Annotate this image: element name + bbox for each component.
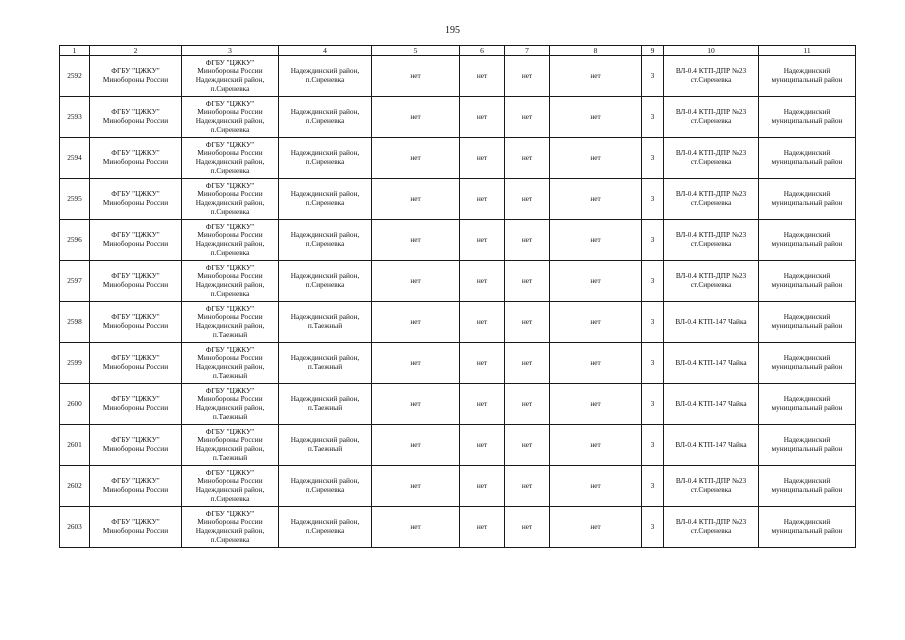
row-number-cell: 2601: [60, 425, 90, 466]
row-number-cell: 2593: [60, 97, 90, 138]
district-cell: Надеждинский муниципальный район: [759, 466, 856, 507]
owner-cell: ФГБУ "ЦЖКУ" Минобороны России Надеждинский район, п.Таежный: [182, 343, 279, 384]
holder-cell: ФГБУ "ЦЖКУ" Минобороны России: [90, 302, 182, 343]
table-row: [60, 261, 856, 302]
page-number: 195: [445, 25, 460, 36]
location-cell: Надеждинский район, п.Таежный: [279, 384, 372, 425]
column-header: 3: [182, 46, 279, 56]
row-number-cell: 2598: [60, 302, 90, 343]
column-5-cell: нет: [372, 179, 460, 220]
location-cell: Надеждинский район, п.Сиреневка: [279, 179, 372, 220]
row-number-cell: 2595: [60, 179, 90, 220]
row-number-cell: 2599: [60, 343, 90, 384]
column-8-cell: нет: [550, 138, 642, 179]
row-number-cell: 2594: [60, 138, 90, 179]
holder-cell: ФГБУ "ЦЖКУ" Минобороны России: [90, 179, 182, 220]
column-9-cell: 3: [642, 138, 664, 179]
district-cell: Надеждинский муниципальный район: [759, 56, 856, 97]
table-row: [60, 384, 856, 425]
owner-cell: ФГБУ "ЦЖКУ" Минобороны России Надеждинский район, п.Сиреневка: [182, 138, 279, 179]
location-cell: Надеждинский район, п.Сиреневка: [279, 220, 372, 261]
column-9-cell: 3: [642, 97, 664, 138]
column-5-cell: нет: [372, 384, 460, 425]
holder-cell: ФГБУ "ЦЖКУ" Минобороны России: [90, 261, 182, 302]
column-header: 9: [642, 46, 664, 56]
holder-cell: ФГБУ "ЦЖКУ" Минобороны России: [90, 425, 182, 466]
location-cell: Надеждинский район, п.Сиреневка: [279, 56, 372, 97]
table-row: [60, 220, 856, 261]
location-cell: Надеждинский район, п.Таежный: [279, 343, 372, 384]
column-5-cell: нет: [372, 507, 460, 548]
column-6-cell: нет: [460, 220, 505, 261]
column-9-cell: 3: [642, 56, 664, 97]
column-header: 7: [505, 46, 550, 56]
power-line-cell: ВЛ-0.4 КТП-ДПР №23 ст.Сиреневка: [664, 138, 759, 179]
location-cell: Надеждинский район, п.Таежный: [279, 302, 372, 343]
owner-cell: ФГБУ "ЦЖКУ" Минобороны России Надеждинский район, п.Сиреневка: [182, 97, 279, 138]
power-line-cell: ВЛ-0.4 КТП-ДПР №23 ст.Сиреневка: [664, 466, 759, 507]
district-cell: Надеждинский муниципальный район: [759, 384, 856, 425]
power-line-cell: ВЛ-0.4 КТП-ДПР №23 ст.Сиреневка: [664, 507, 759, 548]
table-body: [60, 56, 856, 548]
column-5-cell: нет: [372, 466, 460, 507]
column-8-cell: нет: [550, 466, 642, 507]
power-line-cell: ВЛ-0.4 КТП-147 Чайка: [664, 425, 759, 466]
column-8-cell: нет: [550, 261, 642, 302]
column-5-cell: нет: [372, 56, 460, 97]
column-9-cell: 3: [642, 425, 664, 466]
location-cell: Надеждинский район, п.Сиреневка: [279, 138, 372, 179]
column-6-cell: нет: [460, 179, 505, 220]
power-line-cell: ВЛ-0.4 КТП-ДПР №23 ст.Сиреневка: [664, 56, 759, 97]
column-8-cell: нет: [550, 97, 642, 138]
column-6-cell: нет: [460, 138, 505, 179]
owner-cell: ФГБУ "ЦЖКУ" Минобороны России Надеждинский район, п.Таежный: [182, 302, 279, 343]
column-5-cell: нет: [372, 261, 460, 302]
owner-cell: ФГБУ "ЦЖКУ" Минобороны России Надеждинский район, п.Сиреневка: [182, 261, 279, 302]
column-6-cell: нет: [460, 507, 505, 548]
column-9-cell: 3: [642, 179, 664, 220]
district-cell: Надеждинский муниципальный район: [759, 261, 856, 302]
column-9-cell: 3: [642, 384, 664, 425]
power-line-cell: ВЛ-0.4 КТП-147 Чайка: [664, 302, 759, 343]
row-number-cell: 2596: [60, 220, 90, 261]
column-header: 1: [60, 46, 90, 56]
owner-cell: ФГБУ "ЦЖКУ" Минобороны России Надеждинский район, п.Сиреневка: [182, 179, 279, 220]
owner-cell: ФГБУ "ЦЖКУ" Минобороны России Надеждинский район, п.Сиреневка: [182, 507, 279, 548]
table-row: [60, 138, 856, 179]
column-5-cell: нет: [372, 425, 460, 466]
district-cell: Надеждинский муниципальный район: [759, 343, 856, 384]
column-5-cell: нет: [372, 302, 460, 343]
holder-cell: ФГБУ "ЦЖКУ" Минобороны России: [90, 466, 182, 507]
location-cell: Надеждинский район, п.Сиреневка: [279, 97, 372, 138]
district-cell: Надеждинский муниципальный район: [759, 220, 856, 261]
district-cell: Надеждинский муниципальный район: [759, 97, 856, 138]
owner-cell: ФГБУ "ЦЖКУ" Минобороны России Надеждинский район, п.Таежный: [182, 425, 279, 466]
table-row: [60, 425, 856, 466]
location-cell: Надеждинский район, п.Сиреневка: [279, 466, 372, 507]
table-row: [60, 507, 856, 548]
header-row: [60, 46, 856, 56]
power-line-cell: ВЛ-0.4 КТП-147 Чайка: [664, 384, 759, 425]
holder-cell: ФГБУ "ЦЖКУ" Минобороны России: [90, 220, 182, 261]
power-line-cell: ВЛ-0.4 КТП-ДПР №23 ст.Сиреневка: [664, 261, 759, 302]
row-number-cell: 2597: [60, 261, 90, 302]
row-number-cell: 2592: [60, 56, 90, 97]
location-cell: Надеждинский район, п.Сиреневка: [279, 507, 372, 548]
column-5-cell: нет: [372, 220, 460, 261]
district-cell: Надеждинский муниципальный район: [759, 425, 856, 466]
column-7-cell: нет: [505, 425, 550, 466]
power-line-cell: ВЛ-0.4 КТП-147 Чайка: [664, 343, 759, 384]
column-7-cell: нет: [505, 138, 550, 179]
owner-cell: ФГБУ "ЦЖКУ" Минобороны России Надеждинский район, п.Сиреневка: [182, 466, 279, 507]
column-8-cell: нет: [550, 425, 642, 466]
table-row: [60, 302, 856, 343]
column-5-cell: нет: [372, 97, 460, 138]
column-7-cell: нет: [505, 261, 550, 302]
column-7-cell: нет: [505, 466, 550, 507]
column-6-cell: нет: [460, 302, 505, 343]
column-8-cell: нет: [550, 302, 642, 343]
column-header: 10: [664, 46, 759, 56]
column-5-cell: нет: [372, 343, 460, 384]
column-7-cell: нет: [505, 302, 550, 343]
column-header: 6: [460, 46, 505, 56]
table-row: [60, 179, 856, 220]
column-9-cell: 3: [642, 343, 664, 384]
location-cell: Надеждинский район, п.Сиреневка: [279, 261, 372, 302]
column-6-cell: нет: [460, 97, 505, 138]
column-header: 4: [279, 46, 372, 56]
column-header: 11: [759, 46, 856, 56]
district-cell: Надеждинский муниципальный район: [759, 302, 856, 343]
power-line-cell: ВЛ-0.4 КТП-ДПР №23 ст.Сиреневка: [664, 97, 759, 138]
column-7-cell: нет: [505, 97, 550, 138]
table-row: [60, 343, 856, 384]
owner-cell: ФГБУ "ЦЖКУ" Минобороны России Надеждинский район, п.Таежный: [182, 384, 279, 425]
column-6-cell: нет: [460, 56, 505, 97]
holder-cell: ФГБУ "ЦЖКУ" Минобороны России: [90, 507, 182, 548]
power-line-cell: ВЛ-0.4 КТП-ДПР №23 ст.Сиреневка: [664, 179, 759, 220]
holder-cell: ФГБУ "ЦЖКУ" Минобороны России: [90, 97, 182, 138]
column-8-cell: нет: [550, 220, 642, 261]
column-header: 2: [90, 46, 182, 56]
column-8-cell: нет: [550, 507, 642, 548]
table-row: [60, 56, 856, 97]
column-6-cell: нет: [460, 343, 505, 384]
column-6-cell: нет: [460, 261, 505, 302]
district-cell: Надеждинский муниципальный район: [759, 179, 856, 220]
column-7-cell: нет: [505, 220, 550, 261]
column-9-cell: 3: [642, 466, 664, 507]
power-line-cell: ВЛ-0.4 КТП-ДПР №23 ст.Сиреневка: [664, 220, 759, 261]
column-8-cell: нет: [550, 384, 642, 425]
column-header: 8: [550, 46, 642, 56]
row-number-cell: 2600: [60, 384, 90, 425]
holder-cell: ФГБУ "ЦЖКУ" Минобороны России: [90, 343, 182, 384]
column-9-cell: 3: [642, 261, 664, 302]
holder-cell: ФГБУ "ЦЖКУ" Минобороны России: [90, 138, 182, 179]
column-7-cell: нет: [505, 179, 550, 220]
district-cell: Надеждинский муниципальный район: [759, 138, 856, 179]
holder-cell: ФГБУ "ЦЖКУ" Минобороны России: [90, 384, 182, 425]
location-cell: Надеждинский район, п.Таежный: [279, 425, 372, 466]
column-8-cell: нет: [550, 56, 642, 97]
row-number-cell: 2603: [60, 507, 90, 548]
owner-cell: ФГБУ "ЦЖКУ" Минобороны России Надеждинский район, п.Сиреневка: [182, 56, 279, 97]
column-8-cell: нет: [550, 343, 642, 384]
holder-cell: ФГБУ "ЦЖКУ" Минобороны России: [90, 56, 182, 97]
column-6-cell: нет: [460, 466, 505, 507]
column-7-cell: нет: [505, 507, 550, 548]
column-header: 5: [372, 46, 460, 56]
table-row: [60, 466, 856, 507]
column-7-cell: нет: [505, 384, 550, 425]
column-9-cell: 3: [642, 220, 664, 261]
registry-table: [59, 45, 856, 548]
column-9-cell: 3: [642, 302, 664, 343]
column-8-cell: нет: [550, 179, 642, 220]
owner-cell: ФГБУ "ЦЖКУ" Минобороны России Надеждинский район, п.Сиреневка: [182, 220, 279, 261]
column-7-cell: нет: [505, 343, 550, 384]
column-6-cell: нет: [460, 384, 505, 425]
district-cell: Надеждинский муниципальный район: [759, 507, 856, 548]
column-6-cell: нет: [460, 425, 505, 466]
column-5-cell: нет: [372, 138, 460, 179]
row-number-cell: 2602: [60, 466, 90, 507]
column-9-cell: 3: [642, 507, 664, 548]
table-row: [60, 97, 856, 138]
column-7-cell: нет: [505, 56, 550, 97]
